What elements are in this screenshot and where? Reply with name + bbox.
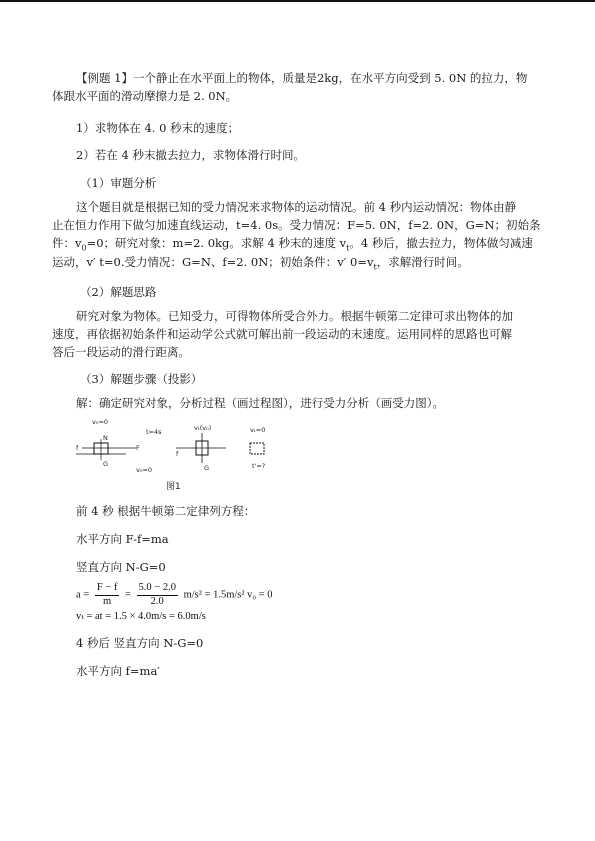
step-first-4s: 前 4 秒 根据牛顿第二定律列方程： — [76, 503, 256, 518]
question-2: 2）若在 4 秒末撤去拉力，求物体滑行时间。 — [76, 148, 305, 163]
label-vprime: t'=? — [252, 461, 266, 470]
section-2-line-2: 速度，再依据初始条件和运动学公式就可解出前一段运动的末速度。运用同样的思路也可解 — [52, 326, 512, 341]
section-1-line-4: 运动，v′ t=0.受力情况：G=N、f=2. 0N；初始条件：v′ $0=v_t$，求解滑行时间。 — [52, 255, 469, 272]
step-after-4s: 4 秒后 竖直方向 N-G=0 — [76, 635, 204, 650]
process-force-diagram — [76, 417, 286, 493]
section-1-line-2: 止在恒力作用下做匀加速直线运动，t=4. 0s。受力情况：F=5. 0N，f=2. 0N，G=N；初始条 — [52, 217, 541, 232]
section-2-title: （2）解题思路 — [80, 285, 157, 300]
label-f-mid: f — [176, 449, 179, 458]
step-horizontal-2: 水平方向 f=ma′ — [76, 663, 160, 678]
fraction-f-minus-f-over-m: $\frac{F - f}{m}$ — [96, 582, 118, 607]
step-horizontal: 水平方向 F-f=ma — [76, 531, 169, 546]
label-g-left: G — [103, 459, 109, 468]
section-1-line-3: 件：$v_0=0$；研究对象：m=2. 0kg。求解 4 秒末的速度 $v_t$。4 秒后，撤去拉力，物体做匀减速 — [52, 235, 533, 252]
label-v0-top: v₀=0 — [92, 417, 109, 426]
section-2-line-3: 答后一段运动的滑行距离。 — [52, 344, 190, 359]
figure-caption: 图1 — [166, 481, 181, 492]
section-3-intro: 解：确定研究对象，分析过程（画过程图），进行受力分析（画受力图）。 — [76, 396, 444, 411]
section-2-line-1: 研究对象为物体。已知受力，可得物体所受合外力。根据牛顿第二定律可求出物体的加 — [76, 308, 513, 323]
label-n: N — [103, 433, 108, 442]
document-body — [52, 70, 546, 680]
page-top-rule — [0, 0, 595, 2]
label-f-left: f — [76, 443, 79, 452]
label-g-mid: G — [204, 463, 210, 472]
section-3-title: （3）解题步骤（投影） — [80, 372, 203, 387]
question-1: 1）求物体在 4. 0 秒末的速度； — [76, 120, 240, 135]
fraction-values: $\frac{5.0 - 2.0}{2.0}$ — [138, 582, 176, 607]
equation-acceleration: a = $\frac{F - f}{m}$ = $\frac{5.0 - 2.0}{2.0}$ m/s² = 1.5m/s² v₀ = 0 — [76, 582, 273, 607]
example-intro-line-2: 体跟水平面的滑动摩擦力是 2. 0N。 — [52, 88, 238, 103]
step-vertical: 竖直方向 N-G=0 — [76, 559, 166, 574]
example-intro-line-1: 【例题 1】一个静止在水平面上的物体，质量是2kg，在水平方向受到 5. 0N 的拉力，物 — [76, 71, 528, 85]
section-1-title: （1）审题分析 — [80, 176, 157, 191]
label-f-force: F — [136, 443, 140, 452]
equation-velocity: vₜ = at = 1.5 × 4.0m/s = 6.0m/s — [76, 610, 206, 622]
label-t: t=4s — [146, 427, 162, 436]
label-vt0-top: vₜ=0 — [250, 425, 266, 434]
label-v0-bottom: v₀=0 — [136, 465, 153, 474]
label-vt-top: vₜ(v₀) — [194, 423, 212, 432]
section-1-line-1: 这个题目就是根据已知的受力情况来求物体的运动情况。前 4 秒内运动情况：物体由静 — [76, 200, 517, 215]
